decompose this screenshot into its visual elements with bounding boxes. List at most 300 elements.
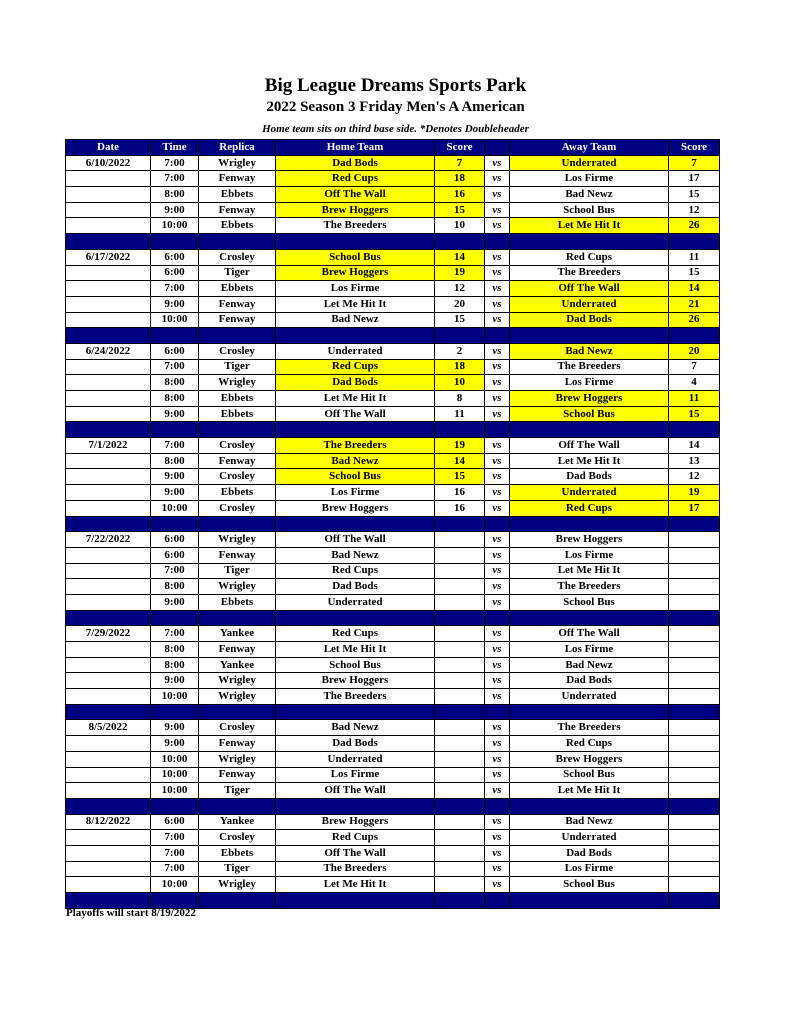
replica-cell: Fenway [199,312,276,328]
separator-cell [151,328,199,344]
away-team-cell: Let Me Hit It [510,218,669,234]
date-cell [66,689,151,705]
home-team-cell: The Breeders [276,689,435,705]
separator-cell [669,422,720,438]
away-team-cell: Los Firme [510,861,669,877]
game-row [66,783,720,799]
home-score-cell: 2 [435,343,485,359]
separator-cell [66,516,151,532]
week-separator [66,893,720,909]
game-row [66,626,720,642]
away-score-cell: 7 [669,359,720,375]
game-row [66,312,720,328]
schedule-table [65,139,720,909]
home-team-cell: Brew Hoggers [276,500,435,516]
date-cell [66,171,151,187]
replica-cell: Ebbets [199,281,276,297]
home-score-cell [435,594,485,610]
away-score-cell [669,626,720,642]
schedule-body [66,155,720,908]
separator-cell [669,234,720,250]
playoffs-note: Playoffs will start 8/19/2022 [66,907,196,919]
replica-cell: Tiger [199,265,276,281]
date-cell [66,359,151,375]
vs-cell: vs [485,673,510,689]
replica-cell: Wrigley [199,689,276,705]
time-cell: 8:00 [151,187,199,203]
separator-cell [199,516,276,532]
home-team-cell: Off The Wall [276,187,435,203]
game-row [66,814,720,830]
home-score-cell: 19 [435,265,485,281]
separator-cell [510,234,669,250]
game-row [66,359,720,375]
away-score-cell: 13 [669,453,720,469]
game-row [66,563,720,579]
away-score-cell [669,563,720,579]
away-score-cell [669,720,720,736]
away-score-cell: 12 [669,202,720,218]
time-cell: 8:00 [151,579,199,595]
date-cell [66,469,151,485]
time-cell: 9:00 [151,736,199,752]
away-score-cell [669,783,720,799]
vs-cell: vs [485,391,510,407]
replica-cell: Tiger [199,861,276,877]
time-cell: 9:00 [151,485,199,501]
time-cell: 7:00 [151,171,199,187]
home-score-cell [435,767,485,783]
separator-cell [151,516,199,532]
date-cell [66,767,151,783]
separator-cell [151,704,199,720]
vs-cell: vs [485,438,510,454]
home-team-cell: Off The Wall [276,406,435,422]
separator-cell [66,328,151,344]
date-cell [66,845,151,861]
home-score-cell: 15 [435,202,485,218]
vs-cell: vs [485,202,510,218]
away-team-cell: School Bus [510,594,669,610]
time-cell: 6:00 [151,547,199,563]
game-row [66,547,720,563]
home-team-cell: Dad Bods [276,375,435,391]
away-team-cell: Bad Newz [510,187,669,203]
separator-cell [151,234,199,250]
header-replica: Replica [199,140,276,156]
game-row [66,343,720,359]
time-cell: 8:00 [151,391,199,407]
date-cell [66,579,151,595]
page-title: Big League Dreams Sports Park [264,75,527,96]
date-cell: 7/1/2022 [66,438,151,454]
separator-cell [276,704,435,720]
home-team-cell: School Bus [276,249,435,265]
time-cell: 8:00 [151,375,199,391]
away-team-cell: The Breeders [510,265,669,281]
game-row [66,500,720,516]
away-score-cell [669,532,720,548]
separator-cell [435,516,485,532]
game-row [66,391,720,407]
date-cell [66,783,151,799]
header-time: Time [151,140,199,156]
home-score-cell: 10 [435,375,485,391]
away-score-cell [669,845,720,861]
home-team-cell: Dad Bods [276,579,435,595]
date-cell [66,751,151,767]
time-cell: 10:00 [151,751,199,767]
away-score-cell [669,673,720,689]
date-cell [66,453,151,469]
away-team-cell: Off The Wall [510,626,669,642]
away-team-cell: Los Firme [510,171,669,187]
away-score-cell: 26 [669,312,720,328]
away-score-cell: 21 [669,296,720,312]
replica-cell: Ebbets [199,187,276,203]
replica-cell: Crosley [199,343,276,359]
away-team-cell: The Breeders [510,720,669,736]
game-row [66,657,720,673]
separator-cell [669,516,720,532]
replica-cell: Ebbets [199,391,276,407]
separator-cell [199,798,276,814]
vs-cell: vs [485,642,510,658]
home-team-cell: Los Firme [276,767,435,783]
home-score-cell: 7 [435,155,485,171]
date-cell: 8/5/2022 [66,720,151,736]
away-team-cell: Los Firme [510,547,669,563]
away-team-cell: Bad Newz [510,657,669,673]
date-cell [66,861,151,877]
week-separator [66,516,720,532]
replica-cell: Fenway [199,736,276,752]
away-team-cell: Bad Newz [510,814,669,830]
away-score-cell: 15 [669,406,720,422]
separator-cell [510,328,669,344]
away-team-cell: School Bus [510,767,669,783]
home-team-cell: Underrated [276,343,435,359]
replica-cell: Wrigley [199,579,276,595]
away-team-cell: Dad Bods [510,469,669,485]
away-score-cell [669,657,720,673]
replica-cell: Wrigley [199,375,276,391]
time-cell: 9:00 [151,673,199,689]
vs-cell: vs [485,877,510,893]
replica-cell: Wrigley [199,673,276,689]
game-row [66,249,720,265]
time-cell: 8:00 [151,657,199,673]
time-cell: 9:00 [151,594,199,610]
week-separator [66,328,720,344]
away-team-cell: Let Me Hit It [510,783,669,799]
home-score-cell: 16 [435,500,485,516]
away-team-cell: The Breeders [510,579,669,595]
separator-cell [485,422,510,438]
date-cell [66,594,151,610]
game-row [66,830,720,846]
game-row [66,375,720,391]
home-team-cell: Los Firme [276,485,435,501]
away-score-cell: 12 [669,469,720,485]
separator-cell [199,422,276,438]
home-score-cell: 14 [435,249,485,265]
time-cell: 10:00 [151,783,199,799]
home-score-cell: 11 [435,406,485,422]
time-cell: 7:00 [151,359,199,375]
game-row [66,594,720,610]
replica-cell: Crosley [199,438,276,454]
away-team-cell: Brew Hoggers [510,391,669,407]
replica-cell: Fenway [199,767,276,783]
separator-cell [276,893,435,909]
away-score-cell: 11 [669,249,720,265]
home-team-cell: The Breeders [276,218,435,234]
away-score-cell: 20 [669,343,720,359]
separator-cell [669,798,720,814]
home-score-cell: 19 [435,438,485,454]
time-cell: 7:00 [151,845,199,861]
away-team-cell: Brew Hoggers [510,751,669,767]
date-cell [66,547,151,563]
away-team-cell: Underrated [510,485,669,501]
separator-cell [435,422,485,438]
game-row [66,532,720,548]
home-team-note: Home team sits on third base side. *Denotes Doubleheader [262,123,529,135]
away-team-cell: Red Cups [510,736,669,752]
home-score-cell: 14 [435,453,485,469]
header-row [66,140,720,156]
home-score-cell [435,845,485,861]
game-row [66,642,720,658]
replica-cell: Fenway [199,171,276,187]
vs-cell: vs [485,845,510,861]
vs-cell: vs [485,861,510,877]
away-team-cell: Let Me Hit It [510,563,669,579]
away-score-cell: 7 [669,155,720,171]
away-score-cell: 15 [669,265,720,281]
date-cell [66,265,151,281]
date-cell [66,563,151,579]
separator-cell [276,234,435,250]
date-cell [66,187,151,203]
replica-cell: Fenway [199,296,276,312]
home-score-cell [435,642,485,658]
game-row [66,751,720,767]
game-row [66,296,720,312]
vs-cell: vs [485,296,510,312]
separator-cell [199,328,276,344]
separator-cell [151,798,199,814]
game-row [66,736,720,752]
away-score-cell [669,814,720,830]
vs-cell: vs [485,626,510,642]
vs-cell: vs [485,814,510,830]
separator-cell [485,234,510,250]
home-team-cell: Red Cups [276,359,435,375]
home-team-cell: Brew Hoggers [276,814,435,830]
separator-cell [510,798,669,814]
separator-cell [510,422,669,438]
week-separator [66,798,720,814]
home-team-cell: Red Cups [276,626,435,642]
replica-cell: Ebbets [199,485,276,501]
home-score-cell [435,720,485,736]
date-cell [66,375,151,391]
separator-cell [199,893,276,909]
game-row [66,720,720,736]
home-score-cell [435,814,485,830]
date-cell [66,391,151,407]
separator-cell [435,234,485,250]
header-away-team: Away Team [510,140,669,156]
away-score-cell [669,547,720,563]
home-team-cell: Let Me Hit It [276,391,435,407]
home-team-cell: Bad Newz [276,720,435,736]
home-team-cell: Let Me Hit It [276,877,435,893]
date-cell [66,281,151,297]
away-score-cell [669,736,720,752]
date-cell: 6/24/2022 [66,343,151,359]
home-score-cell: 16 [435,485,485,501]
date-cell [66,830,151,846]
replica-cell: Crosley [199,500,276,516]
home-score-cell [435,563,485,579]
replica-cell: Ebbets [199,594,276,610]
replica-cell: Tiger [199,359,276,375]
away-team-cell: Brew Hoggers [510,532,669,548]
home-team-cell: Dad Bods [276,736,435,752]
separator-cell [485,328,510,344]
time-cell: 9:00 [151,406,199,422]
home-score-cell [435,830,485,846]
vs-cell: vs [485,218,510,234]
away-team-cell: Underrated [510,155,669,171]
vs-cell: vs [485,375,510,391]
away-team-cell: Dad Bods [510,312,669,328]
vs-cell: vs [485,579,510,595]
replica-cell: Yankee [199,657,276,673]
home-team-cell: Off The Wall [276,532,435,548]
game-row [66,155,720,171]
away-score-cell [669,689,720,705]
time-cell: 7:00 [151,563,199,579]
home-team-cell: Underrated [276,751,435,767]
replica-cell: Wrigley [199,751,276,767]
game-row [66,689,720,705]
replica-cell: Wrigley [199,155,276,171]
home-team-cell: Off The Wall [276,845,435,861]
home-score-cell [435,547,485,563]
home-score-cell [435,689,485,705]
replica-cell: Crosley [199,720,276,736]
time-cell: 6:00 [151,265,199,281]
vs-cell: vs [485,265,510,281]
away-score-cell [669,642,720,658]
vs-cell: vs [485,359,510,375]
separator-cell [510,516,669,532]
home-team-cell: Brew Hoggers [276,202,435,218]
home-score-cell: 15 [435,469,485,485]
separator-cell [510,610,669,626]
vs-cell: vs [485,500,510,516]
away-score-cell: 17 [669,171,720,187]
replica-cell: Wrigley [199,877,276,893]
date-cell [66,657,151,673]
time-cell: 6:00 [151,343,199,359]
away-team-cell: School Bus [510,406,669,422]
date-cell: 6/10/2022 [66,155,151,171]
separator-cell [276,328,435,344]
date-cell [66,218,151,234]
away-team-cell: Dad Bods [510,673,669,689]
away-score-cell: 17 [669,500,720,516]
away-score-cell: 19 [669,485,720,501]
week-separator [66,610,720,626]
home-score-cell [435,861,485,877]
time-cell: 6:00 [151,532,199,548]
away-score-cell: 11 [669,391,720,407]
vs-cell: vs [485,830,510,846]
away-team-cell: Underrated [510,296,669,312]
separator-cell [66,234,151,250]
away-score-cell [669,861,720,877]
replica-cell: Ebbets [199,218,276,234]
game-row [66,281,720,297]
date-cell [66,736,151,752]
time-cell: 8:00 [151,453,199,469]
game-row [66,218,720,234]
home-team-cell: Let Me Hit It [276,642,435,658]
replica-cell: Crosley [199,469,276,485]
home-score-cell: 20 [435,296,485,312]
replica-cell: Fenway [199,642,276,658]
time-cell: 9:00 [151,296,199,312]
separator-cell [66,798,151,814]
date-cell: 7/22/2022 [66,532,151,548]
date-cell [66,642,151,658]
date-cell: 8/12/2022 [66,814,151,830]
away-score-cell [669,751,720,767]
away-score-cell: 26 [669,218,720,234]
home-score-cell [435,783,485,799]
time-cell: 9:00 [151,720,199,736]
time-cell: 10:00 [151,877,199,893]
home-team-cell: Red Cups [276,563,435,579]
time-cell: 7:00 [151,155,199,171]
separator-cell [66,893,151,909]
home-team-cell: Bad Newz [276,547,435,563]
game-row [66,171,720,187]
header-away-score: Score [669,140,720,156]
vs-cell: vs [485,736,510,752]
vs-cell: vs [485,249,510,265]
home-score-cell: 12 [435,281,485,297]
vs-cell: vs [485,767,510,783]
separator-cell [66,610,151,626]
separator-cell [151,893,199,909]
week-separator [66,704,720,720]
replica-cell: Ebbets [199,845,276,861]
date-cell [66,673,151,689]
game-row [66,861,720,877]
away-score-cell: 14 [669,438,720,454]
separator-cell [66,704,151,720]
time-cell: 10:00 [151,500,199,516]
away-team-cell: Off The Wall [510,438,669,454]
vs-cell: vs [485,720,510,736]
home-team-cell: Brew Hoggers [276,673,435,689]
